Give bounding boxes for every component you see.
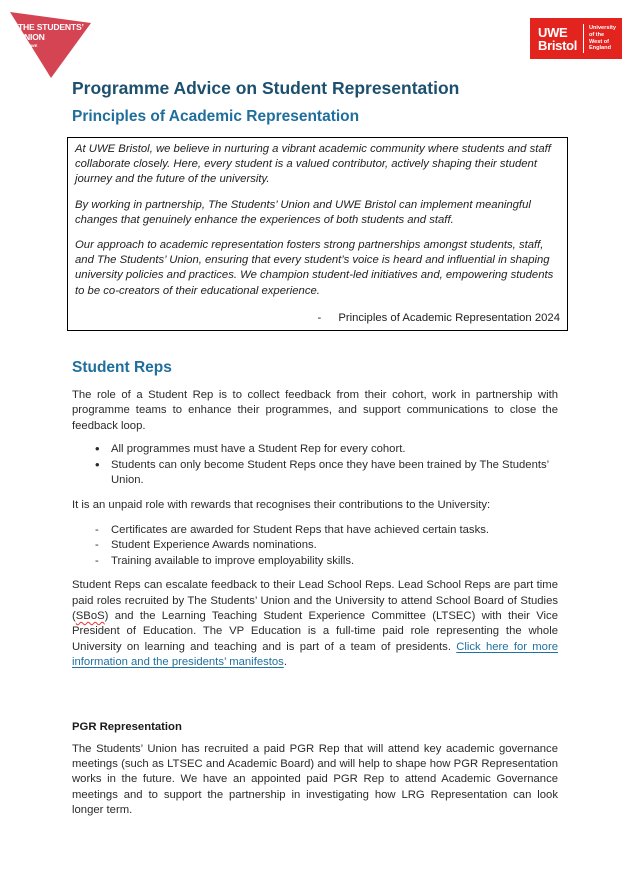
quote-paragraph-2: By working in partnership, The Students’ Union and UWE Bristol can implement meaningful changes that genuinely enhance the experiences of both students and staff.: [75, 198, 531, 226]
quote-attribution: [75, 311, 560, 326]
uwe-logo-divider: [583, 24, 584, 53]
quote-paragraph-1: At UWE Bristol, we believe in nurturing a vibrant academic community where students and staff collaborate closely. Here, every student is a valued contributor, actively shaping their student journey and the future of the university.: [75, 143, 551, 186]
rewards-list: [72, 523, 558, 569]
pgr-paragraph: The Students’ Union has recruited a paid PGR Rep that will attend key academic governance meetings (such as LTSEC and Academic Board) and will help to shape how PGR Representation works in the future. We have an appointed paid PGR Rep to attend Academic Governance meetings and to support the partnership in investigating how LRG Representation can look longer term.: [72, 742, 558, 817]
page-title: Programme Advice on Student Representation: [72, 78, 460, 98]
su-logo-line1: THE STUDENTS’: [18, 22, 84, 32]
list-item: • All programmes must have a Student Rep for every cohort.: [72, 442, 558, 457]
heading-pgr-representation: PGR Representation: [72, 720, 182, 733]
uwe-logo-name-line2: Bristol: [538, 37, 578, 53]
su-logo-line2: UNION: [18, 32, 45, 42]
su-logo-line3: AT UWE: [22, 43, 38, 48]
student-reps-bullet-list: [72, 442, 558, 488]
uwe-logo-descriptor: University of the West of England: [588, 25, 616, 52]
list-item: - Certificates are awarded for Student Reps that have achieved certain tasks.: [72, 523, 558, 538]
sbos-abbreviation: SBoS: [75, 609, 105, 622]
escalate-paragraph: [72, 578, 558, 670]
escalate-text-2: ) and the Learning Teaching Student Experience Committee (LTSEC) with their Vice President of Education. The VP Education is a full-time paid role representing the whole University on learning and teaching and is part of a team of presidents.: [72, 609, 558, 653]
escalate-text-1: Student Reps can escalate feedback to their Lead School Reps. Lead School Reps are part time paid roles recruited by The Students’ Union and the University to attend School Board of Studies (: [72, 579, 558, 622]
escalate-text-end: .: [283, 656, 287, 669]
attribution-dash: -: [317, 311, 322, 324]
principles-quote-box: [67, 137, 568, 331]
presidents-manifestos-link[interactable]: Click here for more information and the presidents’ manifestos: [72, 640, 558, 669]
attribution-text: Principles of Academic Representation 2024: [338, 311, 560, 324]
document-content: [72, 0, 558, 819]
heading-principles: Principles of Academic Representation: [72, 108, 360, 125]
uwe-logo-name-line1: UWE: [538, 24, 568, 40]
quote-paragraph-3: Our approach to academic representation fosters strong partnerships amongst students, staff, and The Students’ Union, ensuring that every student’s voice is heard and influential in shaping university policies and practices. We champion student-led initiatives and, empowering students to be co-creators of their educational experience.: [75, 239, 554, 297]
list-item: - Student Experience Awards nominations.: [72, 538, 558, 553]
student-reps-intro: The role of a Student Rep is to collect feedback from their cohort, work in partnership with programme teams to enhance their programmes, and support communications to close the feedback loop.: [72, 389, 558, 432]
list-item: - Training available to improve employability skills.: [72, 554, 558, 569]
list-item: • Students can only become Student Reps once they have been trained by The Students’ Union.: [72, 458, 558, 489]
heading-student-reps: Student Reps: [72, 359, 172, 377]
rewards-intro: It is an unpaid role with rewards that recognises their contributions to the University:: [72, 499, 491, 512]
